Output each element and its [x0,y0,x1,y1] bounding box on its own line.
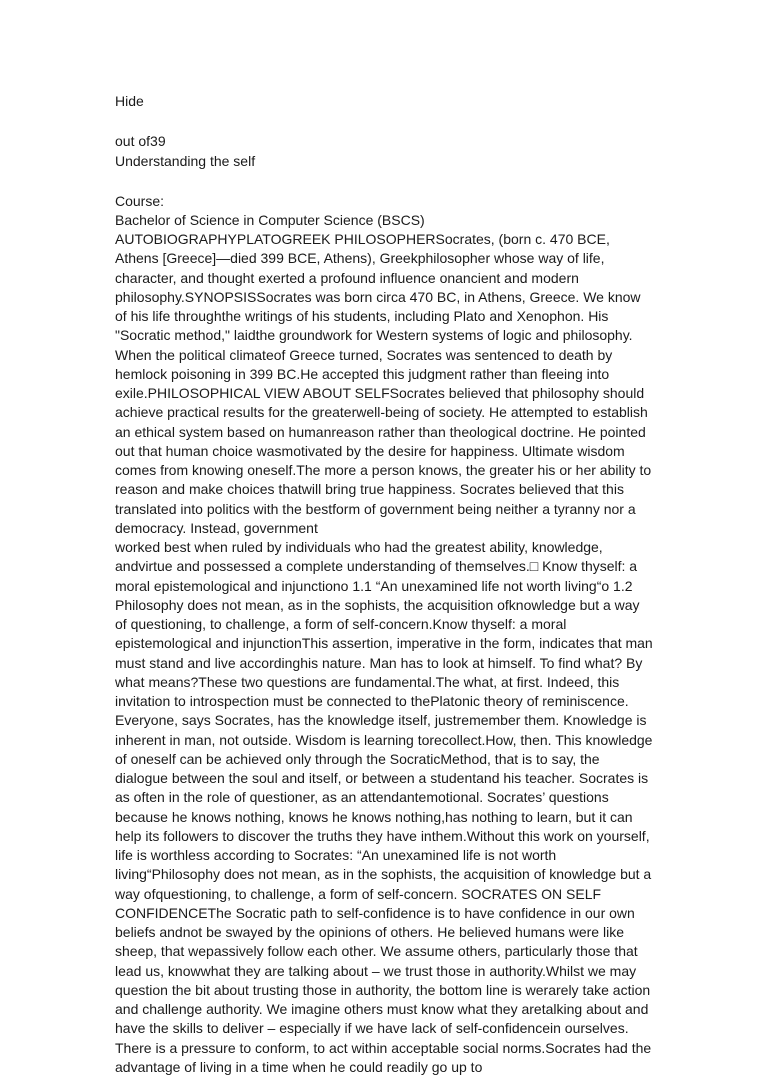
body-paragraph-2: worked best when ruled by individuals who had the greatest ability, knowledge, andvirtue and possessed a complete understanding of themselves.□ Know thyself: a moral epistemological and injunctiono 1.1 “An unexamined life not worth living“o 1.2 Philosophy does not mean, as in the sophists, the acquisition ofknowledge but a way of questioning, to challenge, a form of self-concern.Know thyself: a moral epistemological and injunctionThis assertion, imperative in the form, indicates that man must stand and live accordinghis nature. Man has to look at himself. To find what? By what means?These two questions are fundamental.The what, at first. Indeed, this invitation to introspection must be connected to thePlatonic theory of reminiscence. Everyone, says Socrates, has the knowledge itself, justremember them. Knowledge is inherent in man, not outside. Wisdom is learning torecollect.How, then. This knowledge of oneself can be achieved only through the SocraticMethod, that is to say, the dialogue between the soul and itself, or between a studentand his teacher. Socrates is as often in the role of questioner, as an attendantemotional. Socrates’ questions because he knows nothing, knows he knows nothing,has nothing to learn, but it can help its followers to discover the truths they have inthem.Without this work on yourself, life is worthless according to Socrates: “An unexamined life is not worth living“Philosophy does not mean, as in the sophists, the acquisition of knowledge but a way ofquestioning, to challenge, a form of self-concern. SOCRATES ON SELF CONFIDENCEThe Socratic path to self-confidence is to have confidence in our own beliefs andnot be swayed by the opinions of others. He believed humans were like sheep, that wepassively follow each other. We assume others, particularly those that lead us, knowwhat they are talking about – we trust those in authority.Whilst we may question the bit about trusting those in authority, the bottom line is werarely take action and challenge authority. We imagine others must know what they aretalking about and have the skills to deliver – especially if we have lack of self-confidencein ourselves. There is a pressure to conform, to act within acceptable social norms.Socrates had the advantage of living in a time when he could readily go up to [115,539,653,1075]
page-count-label: out of [115,133,151,149]
course-value: Bachelor of Science in Computer Science (BSCS) [115,212,425,228]
document-title: Understanding the self [115,153,256,169]
course-label: Course: [115,193,165,209]
page-count-total: 39 [150,133,166,149]
document-page [115,88,655,1077]
hide-button[interactable]: Hide [115,93,144,109]
body-paragraph-1: AUTOBIOGRAPHYPLATOGREEK PHILOSOPHERSocrates, (born c. 470 BCE, Athens [Greece]—died 399 BCE, Athens), Greekphilosopher whose way of life, character, and thought exerted a profound influence onancient and modern philosophy.SYNOPSISSocrates was born circa 470 BC, in Athens, Greece. We know of his life throughthe writings of his students, including Plato and Xenophon. His "Socratic method," laidthe groundwork for Western systems of logic and philosophy. When the political climateof Greece turned, Socrates was sentenced to death by hemlock poisoning in 399 BC.He accepted this judgment rather than fleeing into exile.PHILOSOPHICAL VIEW ABOUT SELFSocrates believed that philosophy should achieve practical results for the greaterwell-being of society. He attempted to establish an ethical system based on humanreason rather than theological doctrine. He pointed out that human choice wasmotivated by the desire for happiness. Ultimate wisdom comes from knowing oneself.The more a person knows, the greater his or her ability to reason and make choices thatwill bring true happiness. Socrates believed that this translated into politics with the bestform of government being neither a tyranny nor a democracy. Instead, government [115,231,652,536]
page-count [115,131,655,151]
